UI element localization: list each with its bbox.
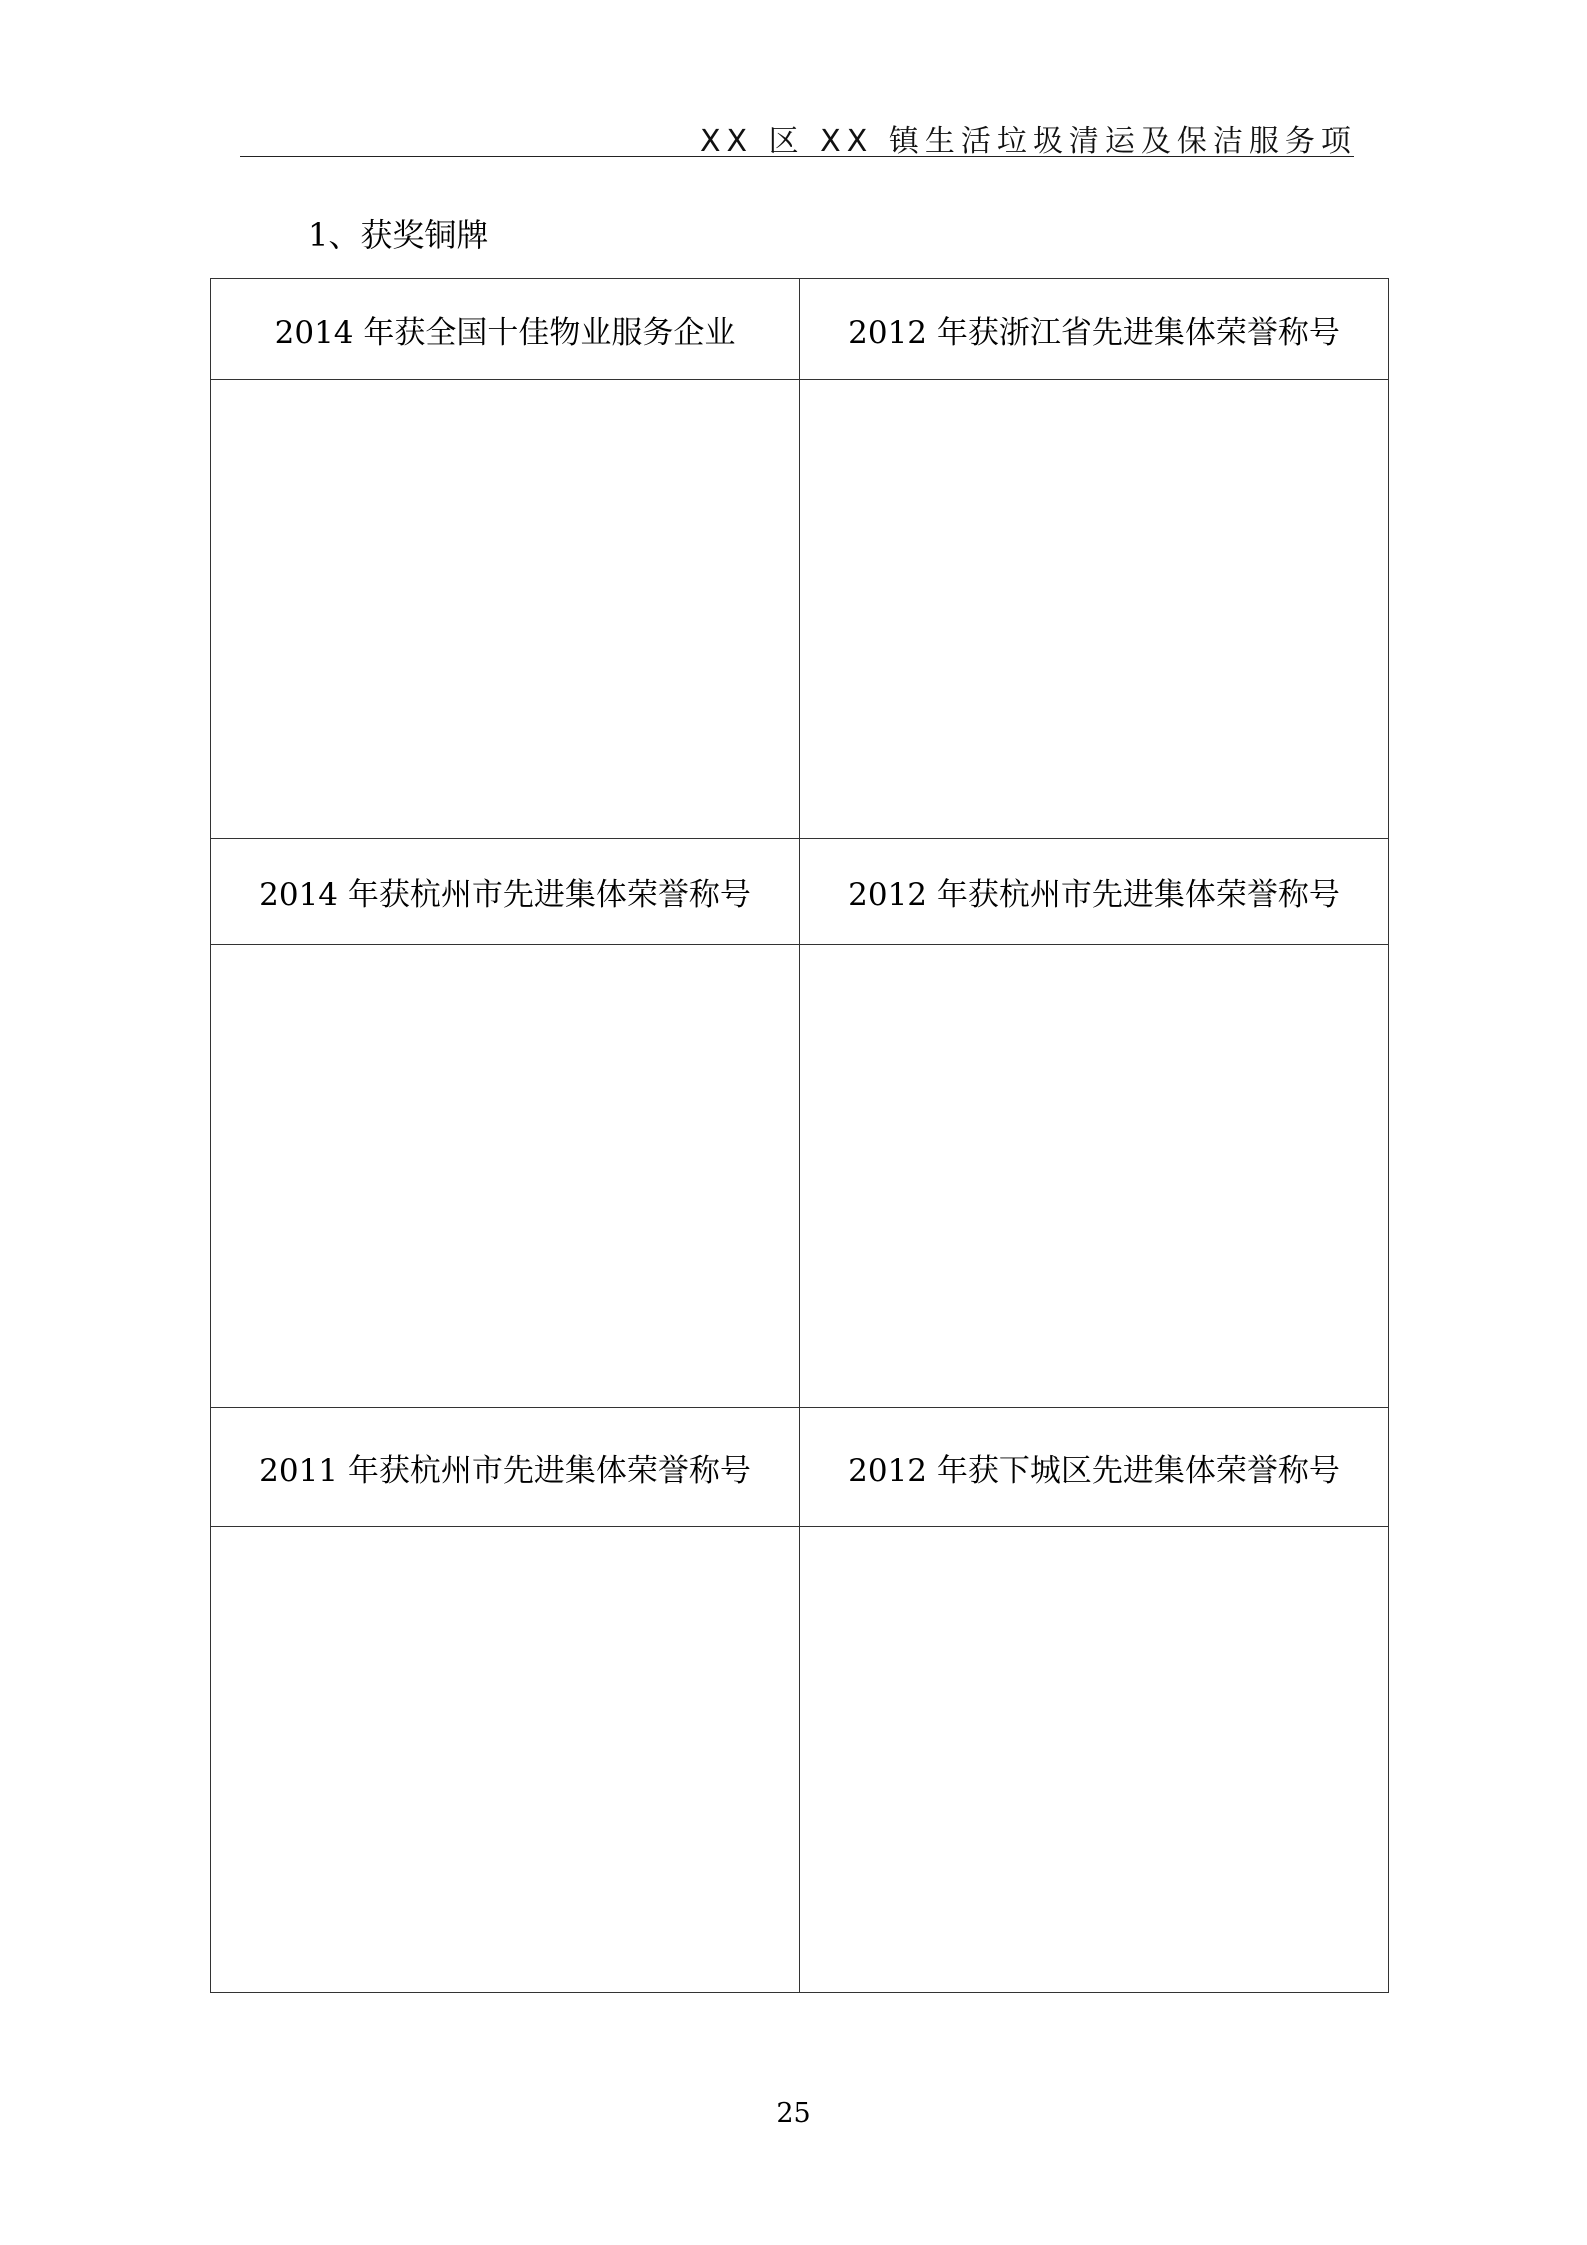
award-caption: 2012 年获浙江省先进集体荣誉称号 bbox=[800, 279, 1389, 380]
award-caption: 2014 年获杭州市先进集体荣誉称号 bbox=[211, 839, 800, 945]
table-row bbox=[211, 945, 1389, 1408]
table-row bbox=[211, 279, 1389, 380]
award-caption: 2011 年获杭州市先进集体荣誉称号 bbox=[211, 1408, 800, 1527]
table-row bbox=[211, 1527, 1389, 1993]
award-image-cell bbox=[800, 945, 1389, 1408]
table-row bbox=[211, 1408, 1389, 1527]
page-number: 25 bbox=[776, 2098, 811, 2129]
award-caption: 2012 年获下城区先进集体荣誉称号 bbox=[800, 1408, 1389, 1527]
award-image-cell bbox=[211, 945, 800, 1408]
header-rule bbox=[240, 156, 1354, 157]
table-row bbox=[211, 380, 1389, 839]
award-image-cell bbox=[800, 380, 1389, 839]
award-image-cell bbox=[800, 1527, 1389, 1993]
table-row bbox=[211, 839, 1389, 945]
award-image-cell bbox=[211, 380, 800, 839]
section-title: 1、获奖铜牌 bbox=[308, 216, 489, 254]
award-image-cell bbox=[211, 1527, 800, 1993]
running-header: XX 区 XX 镇生活垃圾清运及保洁服务项 bbox=[700, 124, 1357, 159]
award-caption: 2012 年获杭州市先进集体荣誉称号 bbox=[800, 839, 1389, 945]
awards-table bbox=[210, 278, 1389, 1993]
award-caption: 2014 年获全国十佳物业服务企业 bbox=[211, 279, 800, 380]
